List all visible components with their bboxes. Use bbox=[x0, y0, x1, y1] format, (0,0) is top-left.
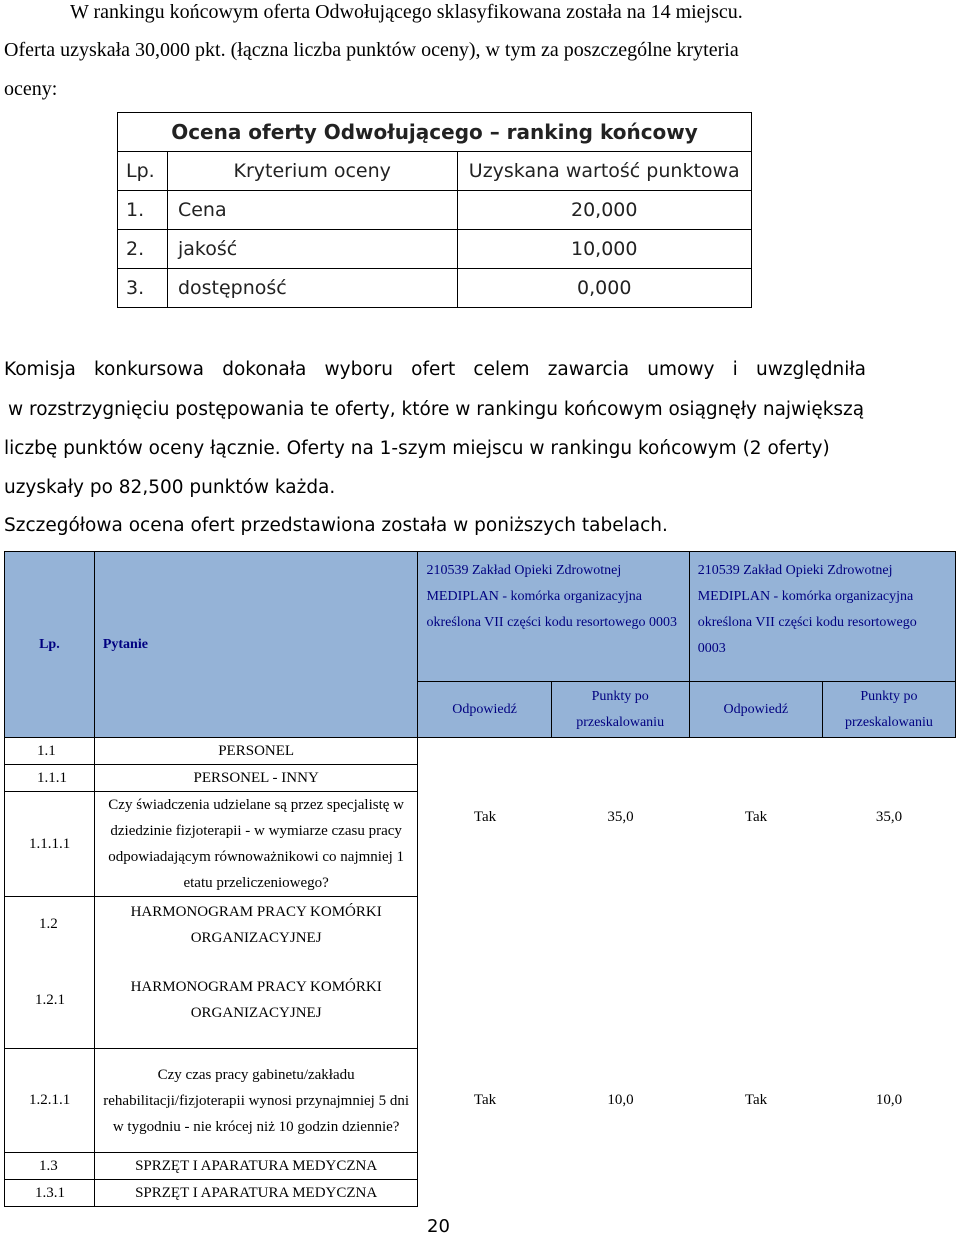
table-row bbox=[5, 1049, 956, 1153]
row-points-2: 10,0 bbox=[875, 1092, 903, 1108]
detail-header-row bbox=[5, 552, 956, 682]
row-answer-1: Tak bbox=[473, 1092, 497, 1108]
row-points-1: 10,0 bbox=[607, 1092, 634, 1108]
paragraph-line-5: Szczegółowa ocena ofert przedstawiona została w poniższych tabelach. bbox=[4, 515, 668, 536]
paragraph-line-4: uzyskały po 82,500 punktów każda. bbox=[4, 477, 336, 498]
table-row bbox=[5, 1180, 956, 1207]
detail-header-provider-1: 210539 Zakład Opieki Zdrowotnej MEDIPLAN - komórka organizacyjna określona VII części kodu resortowego 0003 bbox=[418, 552, 689, 682]
paragraph-line-3: liczbę punktów oceny łącznie. Oferty na 1-szym miejscu w rankingu końcowym (2 oferty) bbox=[4, 438, 830, 459]
intro-line-3: oceny: bbox=[4, 78, 58, 100]
ranking-criterion: jakość bbox=[167, 230, 457, 269]
row-question: PERSONEL - INNY bbox=[94, 765, 418, 792]
row-lp: 1.2.1 bbox=[5, 953, 95, 1049]
table-row bbox=[5, 953, 956, 1049]
row-points-2: 35,0 bbox=[875, 808, 903, 825]
row-question: HARMONOGRAM PRACY KOMÓRKI ORGANIZACYJNEJ bbox=[94, 897, 418, 953]
paragraph-line-1: Komisja konkursowa dokonała wyboru ofert celem zawarcia umowy i uwzględniła bbox=[4, 359, 866, 380]
table-row bbox=[5, 738, 956, 765]
row-answer-2: Tak bbox=[744, 1092, 768, 1108]
answers-cell-2 bbox=[418, 1049, 956, 1153]
table-row bbox=[5, 1153, 956, 1180]
row-points-1: 35,0 bbox=[607, 808, 634, 825]
ranking-title: Ocena oferty Odwołującego – ranking końcowy bbox=[118, 113, 752, 152]
ranking-header-criterion: Kryterium oceny bbox=[167, 152, 457, 191]
paragraph-line-2: w rozstrzygnięciu postępowania te oferty, które w rankingu końcowym osiągnęły największą bbox=[8, 399, 865, 420]
ranking-lp: 1. bbox=[118, 191, 168, 230]
intro-line-1: W rankingu końcowym oferta Odwołującego sklasyfikowana została na 14 miejscu. bbox=[70, 1, 743, 23]
ranking-lp: 2. bbox=[118, 230, 168, 269]
ranking-criterion: Cena bbox=[167, 191, 457, 230]
detail-header-question: Pytanie bbox=[94, 552, 418, 738]
row-question: Czy świadczenia udzielane są przez specjalistę w dziedzinie fizjoterapii - w wymiarze czasu pracy odpowiadającym równoważnikowi co najmniej 1 etatu przeliczeniowego? bbox=[94, 792, 418, 897]
ranking-row bbox=[118, 191, 752, 230]
ranking-row bbox=[118, 269, 752, 308]
detail-header-points-1: Punkty po przeskalowaniu bbox=[551, 682, 689, 738]
ranking-criterion: dostępność bbox=[167, 269, 457, 308]
ranking-value: 0,000 bbox=[457, 269, 752, 308]
answers-cell-1 bbox=[418, 738, 956, 897]
detail-header-provider-2: 210539 Zakład Opieki Zdrowotnej MEDIPLAN - komórka organizacyjna określona VII części kodu resortowego 0003 bbox=[689, 552, 955, 682]
row-lp: 1.2 bbox=[5, 897, 95, 953]
detail-table bbox=[4, 551, 956, 1207]
row-question: SPRZĘT I APARATURA MEDYCZNA bbox=[94, 1153, 418, 1180]
ranking-row bbox=[118, 230, 752, 269]
ranking-table bbox=[117, 112, 752, 308]
detail-header-answer-2: Odpowiedź bbox=[689, 682, 822, 738]
row-question: Czy czas pracy gabinetu/zakładu rehabilitacji/fizjoterapii wynosi przynajmniej 5 dni w tygodniu - nie krócej niż 10 godzin dziennie? bbox=[94, 1049, 418, 1153]
detail-header-points-2: Punkty po przeskalowaniu bbox=[822, 682, 955, 738]
ranking-header-lp: Lp. bbox=[118, 152, 168, 191]
row-lp: 1.1 bbox=[5, 738, 95, 765]
row-lp: 1.2.1.1 bbox=[5, 1049, 95, 1153]
row-answer-1: Tak bbox=[473, 808, 497, 825]
detail-header-answer-1: Odpowiedź bbox=[418, 682, 551, 738]
ranking-lp: 3. bbox=[118, 269, 168, 308]
intro-line-2: Oferta uzyskała 30,000 pkt. (łączna liczba punktów oceny), w tym za poszczególne kryteria bbox=[4, 39, 739, 61]
row-question: PERSONEL bbox=[94, 738, 418, 765]
row-question: HARMONOGRAM PRACY KOMÓRKI ORGANIZACYJNEJ bbox=[94, 953, 418, 1049]
table-row bbox=[5, 897, 956, 953]
ranking-value: 20,000 bbox=[457, 191, 752, 230]
row-lp: 1.3.1 bbox=[5, 1180, 95, 1207]
ranking-header-value: Uzyskana wartość punktowa bbox=[457, 152, 752, 191]
detail-header-lp: Lp. bbox=[5, 552, 95, 738]
ranking-value: 10,000 bbox=[457, 230, 752, 269]
page-number: 20 bbox=[427, 1216, 450, 1237]
row-lp: 1.1.1.1 bbox=[5, 792, 95, 897]
row-lp: 1.1.1 bbox=[5, 765, 95, 792]
row-answer-2: Tak bbox=[744, 808, 768, 825]
row-question: SPRZĘT I APARATURA MEDYCZNA bbox=[94, 1180, 418, 1207]
ranking-header-row bbox=[118, 152, 752, 191]
row-lp: 1.3 bbox=[5, 1153, 95, 1180]
